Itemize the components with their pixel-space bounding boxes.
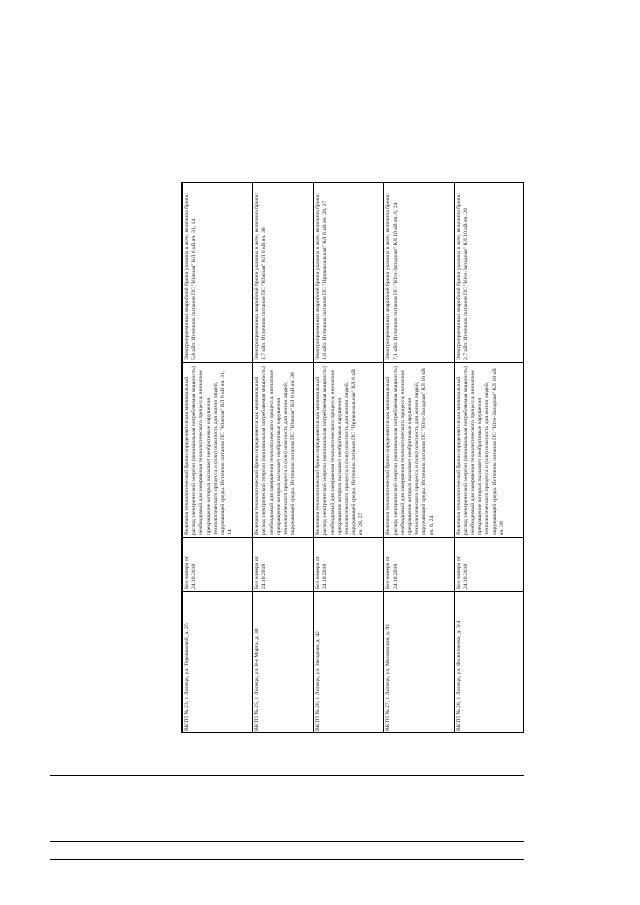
cell-document: Без номера от 24.10.2018 bbox=[384, 538, 454, 592]
separator-line bbox=[50, 841, 524, 842]
cell-value: Электроприемники аварийной брони указаны в акте, величина брони: 7,1 кВт. Источник питания ПС "Юго-Западная" КЛ 10 кВ яч. 6, 24 bbox=[384, 183, 454, 363]
cell-value: Электроприемники аварийной брони указаны в акте, величина брони: 1,0 кВт. Источник питания ПС "Привокзальная" КЛ 6 кВ яч. 28, 27 bbox=[314, 183, 384, 363]
cell-cause: Величина технологической брони определяется как минимальный расход электрической энергии (минимальная потребляемая мощность) необходимый для завершения технологического процесса, внезапное прекращение которых вызывает необратимые нарушения технологического процесса и (или) опасность для жизни людей, окружающей среды. Источник питания ПС "Юго-Западная" КЛ 10 кВ яч. 28 bbox=[454, 363, 524, 538]
reservation-table bbox=[182, 182, 524, 733]
cell-cause: Величина технологической брони определяется как минимальный расход электрической энергии (минимальная потребляемая мощность) необходимый для завершения технологического процесса, внезапное прекращение которых вызывает необратимые нарушения технологического процесса и (или) опасность для жизни людей, окружающей среды. Источник питания ПС "Юго-Западная" КЛ 10 кВ яч. 6, 24 bbox=[384, 363, 454, 538]
cell-object: ВКТП № 27, г. Липецк, ул. Московская, д. 91 bbox=[384, 592, 454, 734]
table-row bbox=[454, 183, 524, 734]
separator-line bbox=[50, 775, 524, 776]
cell-object: ВКТП № 23, г. Липецк, ул. Терешковой, д. 25 bbox=[183, 592, 253, 734]
cell-cause: Величина технологической брони определяется как минимальный расход электрической энергии (минимальная потребляемая мощность) необходимый для завершения технологического процесса, внезапное прекращение которых вызывает необратимые нарушения технологического процесса и (или) опасность для жизни людей, окружающей среды. Источник питания ПС "Южная" КЛ 6 кВ яч. 31, 14 bbox=[183, 363, 253, 538]
cell-cause: Величина технологической брони определяется как минимальный расход электрической энергии (минимальная потребляемая мощность) необходимый для завершения технологического процесса, внезапное прекращение которых вызывает необратимые нарушения технологического процесса и (или) опасность для жизни людей, окружающей среды. Источник питания ПС "Южная" КЛ 6 кВ яч. 38 bbox=[253, 363, 314, 538]
cell-object: ВКТП № 28, г. Липецк, ул. Филипченко, д. 3/4 bbox=[454, 592, 524, 734]
table-row bbox=[314, 183, 384, 734]
table-row bbox=[183, 183, 253, 734]
separator-line bbox=[50, 859, 524, 860]
cell-object: ВКТП № 25, г. Липецк, ул. 8-е Марта, д. 30 bbox=[253, 592, 314, 734]
cell-value: Электроприемники аварийной брони указаны в акте, величина брони: 1,7 кВт. Источник питания ПС "Южная" КЛ 6 кВ яч. 38 bbox=[253, 183, 314, 363]
rotated-table-frame bbox=[181, 182, 524, 733]
table-row bbox=[253, 183, 314, 734]
table-row bbox=[384, 183, 454, 734]
cell-document: Без номера от 24.10.2018 bbox=[183, 538, 253, 592]
cell-cause: Величина технологической брони определяется как минимальный расход электрической энергии (минимальная потребляемая мощность) необходимый для завершения технологического процесса, внезапное прекращение которых вызывает необратимые нарушения технологического процесса и (или) опасность для жизни людей, окружающей среды. Источник питания ПС "Привокзальная" КЛ 6 кВ яч. 28, 27 bbox=[314, 363, 384, 538]
cell-object: ВКТП № 26, г. Липецк, ул. Звездная, д. 42 bbox=[314, 592, 384, 734]
rotated-table-container bbox=[182, 183, 524, 733]
cell-value: Электроприемники аварийной брони указаны в акте, величина брони: 5,8 кВт. Источник питания ПС "Южная" КЛ 6 кВ яч. 31, 14 bbox=[183, 183, 253, 363]
cell-document: Без номера от 24.10.2018 bbox=[454, 538, 524, 592]
cell-document: Без номера от 24.10.2018 bbox=[253, 538, 314, 592]
cell-document: Без номера от 24.10.2018 bbox=[314, 538, 384, 592]
cell-value: Электроприемники аварийной брони указаны в акте, величина брони: 2,7 кВт. Источник питания ПС "Юго-Западная" КЛ 10 кВ яч. 28 bbox=[454, 183, 524, 363]
